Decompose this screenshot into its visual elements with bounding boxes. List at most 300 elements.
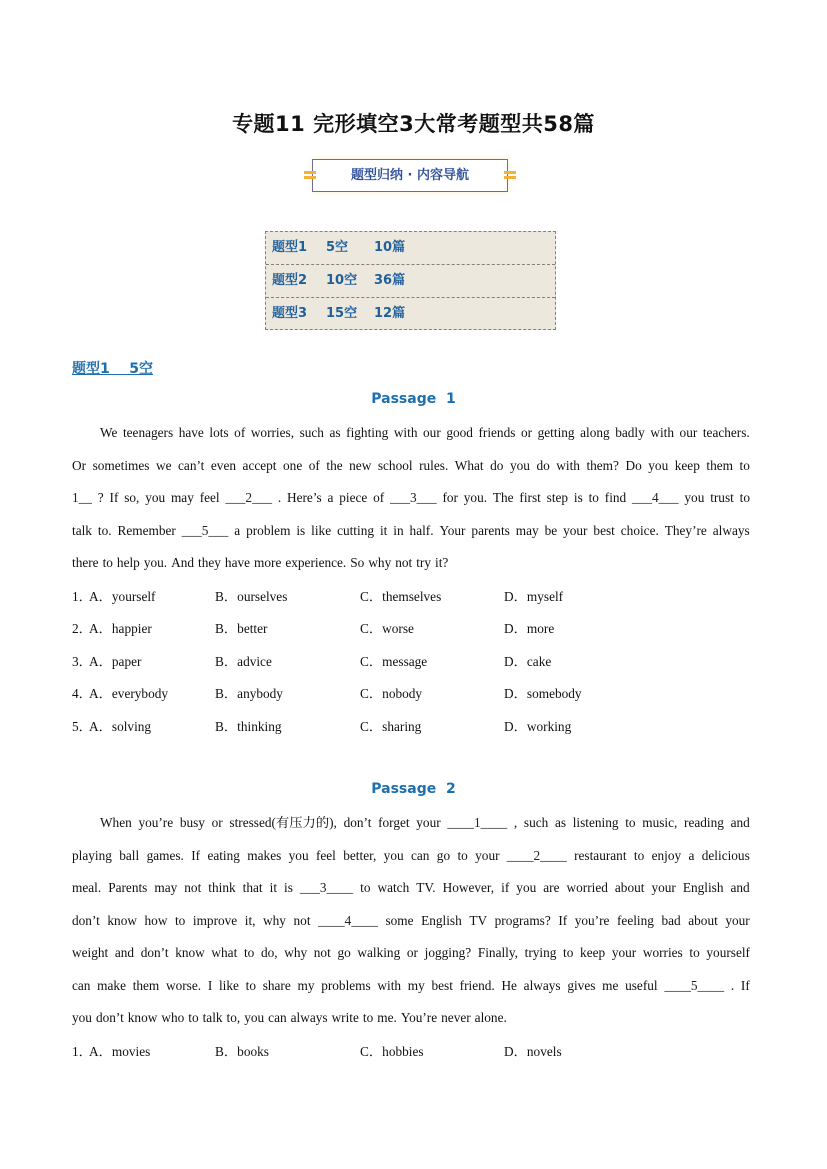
answer-blank[interactable]: ____1____: [447, 815, 508, 830]
passage-word: do,: [260, 945, 278, 960]
passage-word: piece: [339, 490, 368, 505]
passage-line: [72, 553, 750, 573]
passage-word: can: [268, 1010, 287, 1025]
passage-line: [72, 878, 750, 898]
passage-line: [72, 1008, 750, 1028]
passage-word: When: [100, 815, 132, 830]
passage-word: me.: [377, 1010, 397, 1025]
passage-word: to: [362, 1010, 374, 1025]
left-stripe-decoration-icon: [304, 169, 316, 183]
passage-word: make: [97, 977, 126, 993]
option-d[interactable]: D．somebody: [504, 686, 582, 701]
passage-word: and: [114, 945, 135, 960]
passage-word: fighting: [346, 425, 389, 440]
passage-word: ball: [119, 847, 140, 863]
passage-word: friends: [478, 425, 516, 440]
answer-blank[interactable]: 1__: [72, 490, 92, 505]
option-d[interactable]: D．more: [504, 621, 555, 636]
passage-line: [72, 846, 750, 866]
option-c[interactable]: C．worse: [360, 621, 414, 636]
passage-word: our: [423, 425, 441, 440]
passage-word: with: [393, 425, 418, 440]
passage-word: to: [689, 945, 700, 960]
passage-word: and: [730, 815, 750, 830]
passage-line: [72, 943, 750, 963]
passage-line: [72, 911, 750, 931]
toc-count: 12篇: [374, 306, 406, 321]
passage-word: not: [184, 880, 202, 895]
passage-line: [72, 976, 750, 996]
passage-word: such: [523, 815, 549, 830]
passage-word: be: [544, 522, 558, 538]
passage-word: meal.: [72, 880, 102, 895]
passage-word: teachers.: [702, 425, 750, 440]
passage-word: go: [337, 945, 351, 960]
option-c[interactable]: C．hobbies: [360, 1043, 424, 1059]
toc-blanks: 5空: [326, 240, 349, 255]
passage-word: weight: [72, 945, 109, 960]
passage-word: why: [368, 555, 392, 570]
passage-word: know: [175, 945, 205, 960]
passage-word: Parents: [108, 880, 148, 895]
passage-word: I: [207, 977, 213, 993]
passage-word: eating: [207, 847, 240, 863]
passage-word: music,: [642, 815, 678, 830]
passage-word: to: [563, 945, 574, 960]
passage-word: He: [501, 977, 517, 993]
passage-word: cutting: [337, 522, 374, 538]
passage-word: you’re: [574, 912, 610, 928]
passage-word: think: [208, 880, 236, 895]
passage-word: them: [706, 457, 733, 473]
passage-word: to: [245, 977, 256, 993]
toc-row[interactable]: [266, 265, 555, 298]
passage-word: with: [556, 457, 580, 473]
passage-word: more: [254, 555, 282, 570]
passage-word: with: [377, 977, 402, 993]
passage-word: If: [109, 490, 119, 505]
passage-word: or: [211, 815, 223, 830]
passage-word: as: [554, 815, 567, 830]
passage-word: programs?: [494, 912, 551, 928]
passage-word: that: [242, 880, 263, 895]
passage-word: accept: [242, 457, 277, 473]
passage-word: like: [311, 522, 332, 538]
passage-word: new: [349, 457, 372, 473]
passage-word: experience.: [285, 555, 347, 570]
passage-word: friend.: [459, 977, 495, 993]
passage-word: have: [224, 555, 251, 570]
passage-word: who: [161, 1010, 185, 1025]
passage-word: to: [739, 457, 750, 473]
passage-line: [100, 813, 750, 833]
passage-word: one: [283, 457, 303, 473]
passage-word: feeling: [617, 912, 654, 928]
passage-line: [100, 423, 750, 443]
passage-word: trust: [710, 490, 734, 505]
passage-word: of: [234, 425, 246, 440]
passage-word: Here’s: [287, 490, 322, 505]
passage-word: keep: [580, 945, 606, 960]
passage-word: best: [593, 522, 615, 538]
passage-word: know: [107, 912, 137, 928]
passage-word: step: [546, 490, 569, 505]
passage-word: lots: [209, 425, 229, 440]
passage-word: your: [651, 880, 676, 895]
option-d[interactable]: D．cake: [504, 653, 552, 669]
toc-type: 题型1: [272, 240, 308, 255]
passage-word: alone.: [474, 1010, 507, 1025]
passage-word: about: [614, 880, 645, 895]
passage-word: can’t: [178, 457, 205, 473]
passage-word: your: [611, 945, 637, 960]
answer-blank[interactable]: ___3___: [390, 490, 437, 505]
option-b[interactable]: B．thinking: [215, 718, 282, 734]
passage-word: so,: [124, 490, 140, 505]
toc-count: 36篇: [374, 273, 406, 288]
passage-word: enjoy: [651, 847, 682, 863]
toc-type: 题型2: [272, 273, 308, 288]
passage-word: You’re: [400, 1010, 438, 1025]
question-number: 2．: [72, 621, 92, 636]
passage-word: you: [648, 457, 669, 473]
passage-word: Your: [439, 522, 466, 538]
passage-word: don’t: [95, 1010, 124, 1025]
passage-word: a: [234, 522, 241, 538]
passage-word: with: [650, 425, 674, 440]
passage-word: to: [243, 945, 255, 960]
passage-word: listening: [572, 815, 619, 830]
passage-word: worries,: [250, 425, 295, 440]
passage-word: along: [580, 425, 610, 440]
passage-word: never: [441, 1010, 471, 1025]
passage-word: Finally,: [477, 945, 518, 960]
passage-word: have: [178, 425, 204, 440]
answer-blank[interactable]: ___2___: [225, 490, 273, 505]
passage-word: to: [457, 847, 468, 863]
passage-word: Remember: [117, 522, 176, 538]
passage-word: share: [262, 977, 291, 993]
passage-word: you.: [463, 490, 488, 505]
passage-word: bad: [661, 912, 681, 928]
passage-word: What: [454, 457, 484, 473]
passage-word: don’t: [343, 815, 372, 830]
passage-word: them: [132, 977, 160, 993]
passage-word: not: [293, 912, 311, 928]
passage-word: if: [501, 880, 510, 895]
option-d[interactable]: D．novels: [504, 1043, 562, 1059]
passage-word: try: [416, 555, 431, 570]
passage-word: or: [406, 945, 418, 960]
passage-word: for: [442, 490, 458, 505]
passage-word: However,: [442, 880, 495, 895]
passage-word: you.: [143, 555, 168, 570]
section-heading: 题型1 5空: [72, 361, 153, 377]
passage-line: [72, 521, 750, 541]
passage-word: do: [536, 457, 550, 473]
passage-word: delicious: [701, 847, 750, 863]
passage-word: to: [633, 847, 645, 863]
option-c[interactable]: C．themselves: [360, 588, 442, 604]
passage-word: is: [296, 522, 306, 538]
passage-word: to: [625, 815, 636, 830]
passage-word: They’re: [664, 522, 707, 538]
passage-word: some: [385, 912, 414, 928]
passage-word: may: [170, 490, 194, 505]
passage-word: why: [263, 912, 286, 928]
answer-blank[interactable]: ___3____: [299, 880, 354, 895]
passage-word: .: [730, 977, 735, 993]
passage-word: are: [543, 880, 560, 895]
passage-word: to: [588, 490, 599, 505]
passage-word: always: [523, 977, 561, 993]
passage-word: forget: [378, 815, 410, 830]
passage-word: why: [284, 945, 308, 960]
question-row: [0, 683, 827, 703]
passage-word: you’re: [138, 815, 174, 830]
passage-word: English: [421, 912, 462, 928]
passage-word: If: [558, 912, 568, 928]
option-a[interactable]: A．everybody: [89, 686, 169, 701]
passage-word: we: [155, 457, 172, 473]
option-a[interactable]: A．solving: [89, 718, 152, 734]
passage-word: good: [446, 425, 473, 440]
passage-word: you: [288, 847, 309, 863]
passage-word: always: [712, 522, 750, 538]
passage-word: We: [100, 425, 118, 440]
passage-word: worries: [642, 945, 683, 960]
passage-word: reading: [684, 815, 724, 830]
passage-word: problems: [321, 977, 371, 993]
passage-word: me: [602, 977, 619, 993]
passage-word: school: [377, 457, 413, 473]
option-d[interactable]: D．myself: [504, 588, 564, 604]
passage-word: about: [688, 912, 718, 928]
toc-count: 10篇: [374, 240, 406, 255]
question-row: [0, 1041, 827, 1061]
passage-word: even: [210, 457, 237, 473]
passage-title: Passage 2: [371, 781, 456, 797]
table-of-contents: [265, 231, 556, 330]
option-a[interactable]: A．yourself: [89, 588, 156, 604]
passage-word: useful: [625, 977, 658, 993]
passage-word: to: [739, 490, 750, 505]
toc-row[interactable]: [266, 232, 555, 265]
passage-word: gives: [567, 977, 596, 993]
option-b[interactable]: B．better: [215, 621, 268, 636]
passage-word: trying: [524, 945, 557, 960]
passage-word: makes: [247, 847, 282, 863]
answer-blank[interactable]: ____2____: [506, 847, 567, 863]
passage-word: feel: [315, 847, 336, 863]
passage-word: to.: [97, 522, 112, 538]
passage-word: worried: [566, 880, 608, 895]
passage-word: a: [688, 847, 695, 863]
option-d[interactable]: D．working: [504, 718, 572, 734]
passage-word: TV: [469, 912, 488, 928]
option-b[interactable]: B．advice: [215, 653, 272, 669]
passage-word: can: [72, 977, 91, 993]
option-c[interactable]: C．nobody: [360, 686, 423, 701]
passage-word: you: [516, 880, 537, 895]
passage-word: If: [740, 977, 750, 993]
answer-blank[interactable]: ____4____: [318, 912, 378, 928]
passage-word: So: [350, 555, 365, 570]
passage-word: teenagers: [122, 425, 174, 440]
passage-word: you: [509, 457, 530, 473]
answer-blank[interactable]: ___4___: [632, 490, 679, 505]
passage-word: is: [284, 880, 293, 895]
toc-blanks: 10空: [326, 273, 358, 288]
option-a[interactable]: A．movies: [89, 1043, 151, 1059]
passage-word: in: [393, 522, 404, 538]
passage-word: it: [269, 880, 278, 895]
passage-word: may: [515, 522, 539, 538]
passage-word: improve: [192, 912, 238, 928]
passage-word: help: [116, 555, 140, 570]
passage-word: always: [290, 1010, 328, 1025]
passage-word: And: [171, 555, 195, 570]
toc-type: 题型3: [272, 306, 308, 321]
passage-word: ?: [97, 490, 104, 505]
passage-word: watch: [377, 880, 410, 895]
content-navigation-banner: [312, 159, 508, 192]
passage-word: to,: [226, 1010, 241, 1025]
passage-word: ,: [513, 815, 518, 830]
passage-word: don’t: [72, 912, 100, 928]
passage-word: restaurant: [574, 847, 627, 863]
passage-word: how: [144, 912, 168, 928]
passage-line: [72, 488, 750, 508]
passage-word: half.: [409, 522, 434, 538]
passage-word: choice.: [620, 522, 659, 538]
passage-word: your: [475, 847, 500, 863]
passage-word: to: [102, 555, 113, 570]
passage-line: [72, 456, 750, 476]
passage-word: walking: [357, 945, 401, 960]
passage-word: what: [211, 945, 238, 960]
passage-word: there: [72, 555, 99, 570]
passage-word: my: [407, 977, 425, 993]
question-row: [0, 618, 827, 638]
passage-word: our: [679, 425, 698, 440]
passage-word: write: [331, 1010, 359, 1025]
question-row: [0, 716, 827, 736]
passage-word: your: [563, 522, 588, 538]
passage-word: can: [410, 847, 430, 863]
passage-word: you: [244, 1010, 265, 1025]
passage-word: rules.: [419, 457, 449, 473]
passage-word: problem: [246, 522, 291, 538]
passage-word: you: [72, 1010, 92, 1025]
answer-blank[interactable]: ___5___: [181, 522, 229, 538]
passage-word: may: [154, 880, 178, 895]
option-b[interactable]: B．books: [215, 1043, 269, 1059]
passage-word: your: [416, 815, 441, 830]
option-a[interactable]: A．paper: [89, 653, 142, 669]
passage-word: .: [277, 490, 282, 505]
passage-word: better,: [343, 847, 377, 863]
passage-word: English: [682, 880, 724, 895]
passage-word: your: [725, 912, 750, 928]
passage-word: my: [297, 977, 315, 993]
passage-word: the: [326, 457, 343, 473]
passage-word: sometimes: [92, 457, 150, 473]
passage-word: is: [573, 490, 583, 505]
option-b[interactable]: B．ourselves: [215, 588, 288, 604]
option-c[interactable]: C．message: [360, 653, 428, 669]
passage-word: to: [188, 1010, 199, 1025]
toc-row[interactable]: [266, 298, 555, 331]
passage-word: like: [218, 977, 239, 993]
passage-word: to: [174, 912, 186, 928]
passage-word: it: [379, 522, 388, 538]
passage-word: go: [436, 847, 451, 863]
passage-word: to: [360, 880, 371, 895]
passage-word: a: [327, 490, 334, 505]
passage-word: games.: [146, 847, 184, 863]
question-number: 1．: [72, 1043, 92, 1059]
passage-word: badly: [615, 425, 645, 440]
passage-word: it?: [435, 555, 449, 570]
passage-word: talk: [72, 522, 92, 538]
passage-word: them?: [586, 457, 619, 473]
passage-word: yourself: [706, 945, 750, 960]
passage-word: or: [520, 425, 533, 440]
passage-word: talk: [202, 1010, 223, 1025]
passage-word: do: [490, 457, 504, 473]
option-a[interactable]: A．happier: [89, 621, 152, 636]
passage-word: don’t: [140, 945, 169, 960]
passage-word: not: [395, 555, 413, 570]
passage-word: it,: [244, 912, 256, 928]
passage-word: they: [198, 555, 221, 570]
passage-word: you: [383, 847, 404, 863]
passage-word: such: [299, 425, 324, 440]
passage-word: of: [373, 490, 385, 505]
option-c[interactable]: C．sharing: [360, 718, 422, 734]
passage-word: stressed(有压力的),: [229, 815, 337, 830]
passage-word: and: [730, 880, 750, 895]
passage-word: first: [519, 490, 541, 505]
passage-word: TV.: [416, 880, 436, 895]
passage-word: know: [127, 1010, 158, 1025]
option-b[interactable]: B．anybody: [215, 686, 283, 701]
right-stripe-decoration-icon: [504, 169, 516, 183]
passage-word: jogging?: [424, 945, 472, 960]
passage-word: keep: [674, 457, 700, 473]
question-number: 1．: [72, 588, 92, 604]
question-number: 4．: [72, 686, 92, 701]
passage-word: parents: [471, 522, 510, 538]
passage-word: you: [684, 490, 705, 505]
passage-word: If: [191, 847, 201, 863]
passage-word: find: [604, 490, 627, 505]
passage-word: you: [145, 490, 166, 505]
passage-word: Or: [72, 457, 87, 473]
passage-word: best: [431, 977, 453, 993]
question-number: 3．: [72, 653, 92, 669]
passage-word: not: [313, 945, 331, 960]
nav-label: 题型归纳 · 内容导航: [351, 168, 469, 183]
passage-word: playing: [72, 847, 112, 863]
question-number: 5．: [72, 718, 92, 734]
question-row: [0, 586, 827, 606]
page-title: 专题11 完形填空3大常考题型共58篇: [232, 112, 595, 136]
passage-word: The: [492, 490, 514, 505]
passage-word: feel: [199, 490, 220, 505]
answer-blank[interactable]: ____5____: [664, 977, 725, 993]
